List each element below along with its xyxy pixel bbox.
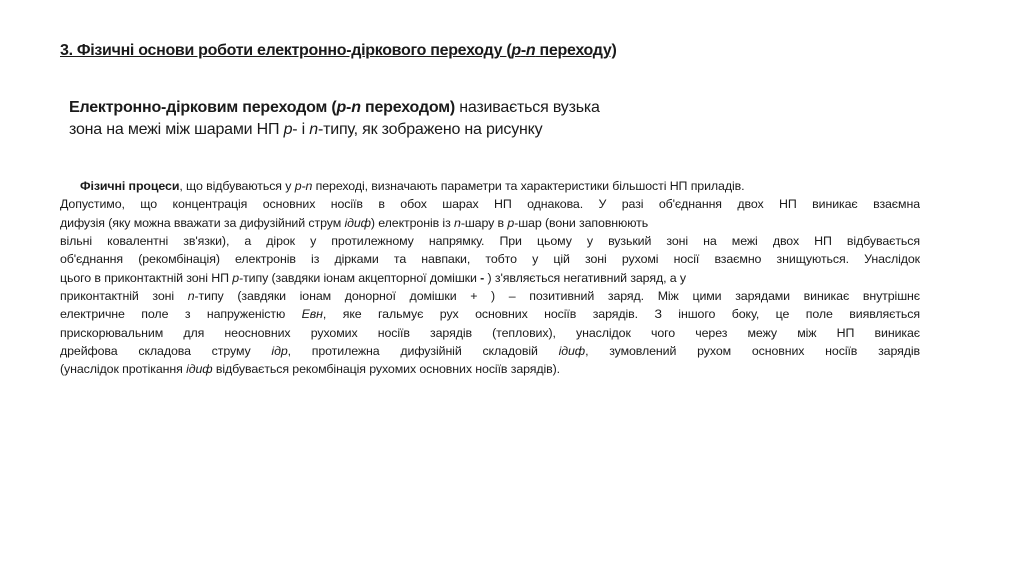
paragraph-line: Фізичні процеси, що відбуваються у р-n переході, визначають параметри та характеристики більшості НП приладів. [80, 179, 745, 193]
paragraph-line: дифузія (яку можна вважати за дифузійний струм ідиф) електронів із n-шару в р-шар (вони заповнюють [60, 215, 649, 230]
physical-processes-paragraph [60, 177, 920, 379]
paragraph-line: прискорювальним для неосновних рухомих носіїв зарядів (теплових), унаслідок чого через межу між НП виникає [60, 325, 920, 340]
paragraph-line: Допустимо, що концентрація основних носіїв в обох шарах НП однакова. У разі об'єднання двох НП виникає взаємна [60, 197, 920, 212]
paragraph-line: дрейфова складова струму ідр, протилежна дифузійній складовій ідиф, зумовлений рухом основних носіїв зарядів [60, 344, 920, 359]
slide-heading: 3. Фізичні основи роботи електронно-діркового переходу (p-n переходу) [60, 42, 617, 59]
paragraph-line: вільні ковалентні зв'язки), а дірок у протилежному напрямку. При цьому у вузький зоні на межі двох НП відбувається [60, 234, 920, 249]
paragraph-line: об'єднання (рекомбінація) електронів із дірками та навпаки, тобто у цій зоні рухомі носії взаємно знищуються. Унаслідок [60, 252, 920, 267]
paragraph-line: приконтактній зоні n-типу (завдяки іонам донорної домішки + ) – позитивний заряд. Між цими зарядами виникає внутрішнє [60, 289, 920, 304]
paragraph-line: (унаслідок протікання ідиф відбувається рекомбінація рухомих основних носіїв зарядів). [60, 362, 561, 377]
definition-paragraph [69, 97, 689, 141]
paragraph-line: цього в приконтактній зоні НП р-типу (завдяки іонам акцепторної домішки - ) з'являється негативний заряд, а у [60, 270, 686, 285]
definition-line-1: Електронно-дірковим переходом (р-n переходом) називається вузька [69, 99, 600, 116]
paragraph-line: електричне поле з напруженістю Евн, яке гальмує рух основних носіїв зарядів. З іншого боку, це поле виявляється [60, 307, 920, 322]
definition-line-2: зона на межі між шарами НП р- і n-типу, як зображено на рисунку [69, 121, 543, 138]
